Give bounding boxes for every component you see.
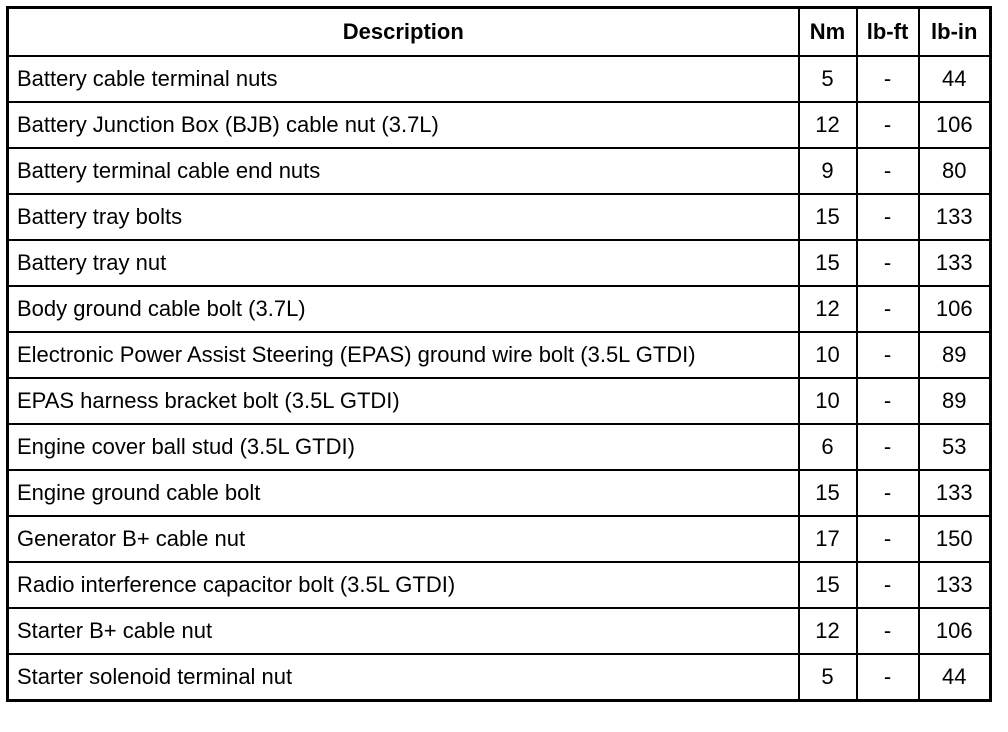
table-row	[8, 194, 991, 240]
cell-description: Battery tray bolts	[8, 194, 799, 240]
torque-spec-table	[6, 6, 992, 702]
table-row	[8, 148, 991, 194]
cell-lbft: -	[857, 240, 919, 286]
cell-lbin: 133	[919, 240, 991, 286]
cell-lbft: -	[857, 102, 919, 148]
cell-lbin: 106	[919, 102, 991, 148]
cell-lbft: -	[857, 332, 919, 378]
cell-description: Generator B+ cable nut	[8, 516, 799, 562]
cell-lbft: -	[857, 424, 919, 470]
cell-description: Radio interference capacitor bolt (3.5L GTDI)	[8, 562, 799, 608]
table-row	[8, 378, 991, 424]
cell-lbin: 44	[919, 654, 991, 701]
cell-description: Starter solenoid terminal nut	[8, 654, 799, 701]
header-lbin: lb-in	[919, 8, 991, 57]
table-row	[8, 562, 991, 608]
cell-lbft: -	[857, 148, 919, 194]
table-row	[8, 608, 991, 654]
cell-description: Engine ground cable bolt	[8, 470, 799, 516]
cell-description: Battery terminal cable end nuts	[8, 148, 799, 194]
cell-lbin: 150	[919, 516, 991, 562]
cell-nm: 10	[799, 378, 857, 424]
cell-lbft: -	[857, 608, 919, 654]
cell-lbft: -	[857, 378, 919, 424]
cell-description: Battery cable terminal nuts	[8, 56, 799, 102]
cell-description: Engine cover ball stud (3.5L GTDI)	[8, 424, 799, 470]
cell-lbin: 106	[919, 286, 991, 332]
cell-nm: 12	[799, 102, 857, 148]
cell-nm: 15	[799, 470, 857, 516]
cell-lbin: 89	[919, 378, 991, 424]
cell-description: Battery tray nut	[8, 240, 799, 286]
table-row	[8, 240, 991, 286]
cell-lbft: -	[857, 56, 919, 102]
table-row	[8, 56, 991, 102]
cell-nm: 5	[799, 654, 857, 701]
header-description: Description	[8, 8, 799, 57]
cell-nm: 12	[799, 286, 857, 332]
table-header-row	[8, 8, 991, 57]
cell-lbin: 133	[919, 470, 991, 516]
cell-lbin: 44	[919, 56, 991, 102]
cell-lbin: 53	[919, 424, 991, 470]
table-row	[8, 470, 991, 516]
cell-lbft: -	[857, 516, 919, 562]
cell-description: Body ground cable bolt (3.7L)	[8, 286, 799, 332]
cell-lbin: 89	[919, 332, 991, 378]
cell-nm: 15	[799, 240, 857, 286]
cell-lbft: -	[857, 194, 919, 240]
cell-lbin: 106	[919, 608, 991, 654]
cell-description: Battery Junction Box (BJB) cable nut (3.7L)	[8, 102, 799, 148]
cell-description: EPAS harness bracket bolt (3.5L GTDI)	[8, 378, 799, 424]
table-row	[8, 286, 991, 332]
cell-lbft: -	[857, 562, 919, 608]
cell-nm: 12	[799, 608, 857, 654]
cell-nm: 10	[799, 332, 857, 378]
cell-lbin: 133	[919, 194, 991, 240]
cell-description: Starter B+ cable nut	[8, 608, 799, 654]
cell-description: Electronic Power Assist Steering (EPAS) ground wire bolt (3.5L GTDI)	[8, 332, 799, 378]
cell-lbft: -	[857, 654, 919, 701]
cell-lbin: 80	[919, 148, 991, 194]
table-row	[8, 102, 991, 148]
cell-lbin: 133	[919, 562, 991, 608]
table-row	[8, 424, 991, 470]
table-row	[8, 516, 991, 562]
cell-lbft: -	[857, 470, 919, 516]
cell-nm: 5	[799, 56, 857, 102]
cell-nm: 6	[799, 424, 857, 470]
cell-nm: 9	[799, 148, 857, 194]
table-body	[8, 56, 991, 701]
header-nm: Nm	[799, 8, 857, 57]
table-row	[8, 654, 991, 701]
cell-nm: 15	[799, 194, 857, 240]
header-lbft: lb-ft	[857, 8, 919, 57]
table-row	[8, 332, 991, 378]
cell-nm: 15	[799, 562, 857, 608]
cell-lbft: -	[857, 286, 919, 332]
cell-nm: 17	[799, 516, 857, 562]
